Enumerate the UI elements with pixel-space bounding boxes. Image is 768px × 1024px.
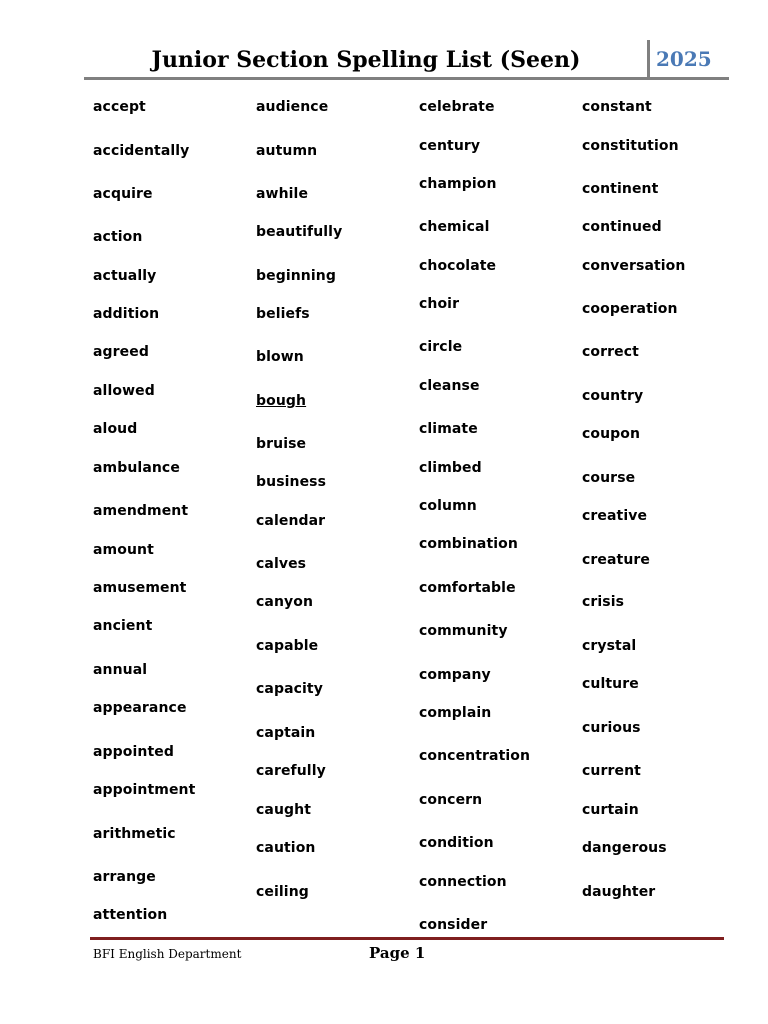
spelling-word: culture [582,676,639,692]
spelling-word: aloud [93,421,138,437]
footer-rule [90,937,724,940]
spelling-word: chocolate [419,258,497,274]
spelling-word: ceiling [256,884,309,900]
spelling-word: crystal [582,638,637,654]
spelling-word: annual [93,662,148,678]
spelling-word: daughter [582,884,656,900]
spelling-word: concentration [419,748,531,764]
spelling-word: carefully [256,763,326,779]
spelling-word: appearance [93,700,187,716]
spelling-word: action [93,229,143,245]
spelling-word: actually [93,268,157,284]
spelling-word: cleanse [419,378,480,394]
spelling-word: continent [582,181,659,197]
spelling-word: chemical [419,219,490,235]
spelling-word: amount [93,542,154,558]
spelling-word: correct [582,344,639,360]
spelling-word: cooperation [582,301,678,317]
spelling-word: autumn [256,143,318,159]
spelling-word: conversation [582,258,686,274]
spelling-word: concern [419,792,483,808]
spelling-word: curious [582,720,641,736]
page-title: Junior Section Spelling List (Seen) [151,47,581,73]
spelling-word: calves [256,556,307,572]
spelling-word: condition [419,835,494,851]
spelling-word: amendment [93,503,189,519]
spelling-word: choir [419,296,460,312]
spelling-word: arrange [93,869,156,885]
spelling-word: calendar [256,513,326,529]
spelling-word: comfortable [419,580,516,596]
spelling-word: business [256,474,327,490]
spelling-word: acquire [93,186,153,202]
spelling-word: accidentally [93,143,190,159]
spelling-word: accept [93,99,146,115]
header-year: 2025 [656,47,712,71]
spelling-word: current [582,763,641,779]
spelling-word: creative [582,508,648,524]
spelling-word: beginning [256,268,336,284]
spelling-word: addition [93,306,160,322]
spelling-word: bruise [256,436,307,452]
spelling-word: allowed [93,383,155,399]
spelling-word: appointment [93,782,196,798]
spelling-word: complain [419,705,492,721]
spelling-word: blown [256,349,304,365]
spelling-word: caution [256,840,316,856]
spelling-word: creature [582,552,651,568]
spelling-word: course [582,470,636,486]
footer-department: BFI English Department [93,947,242,961]
spelling-word: dangerous [582,840,667,856]
spelling-word: awhile [256,186,309,202]
spelling-word: climbed [419,460,482,476]
spelling-word: crisis [582,594,625,610]
spelling-word: agreed [93,344,149,360]
spelling-word: coupon [582,426,641,442]
spelling-word: community [419,623,508,639]
spelling-word: climate [419,421,478,437]
spelling-word: ambulance [93,460,180,476]
spelling-word: celebrate [419,99,495,115]
spelling-word: century [419,138,481,154]
spelling-word: amusement [93,580,187,596]
spelling-word: caught [256,802,311,818]
spelling-word: bough [256,393,307,409]
footer-page-number: Page 1 [369,944,426,962]
spelling-word: champion [419,176,497,192]
spelling-word: capable [256,638,319,654]
spelling-word: audience [256,99,329,115]
spelling-word: company [419,667,491,683]
spelling-word: attention [93,907,168,923]
spelling-word: beautifully [256,224,343,240]
spelling-word: appointed [93,744,174,760]
spelling-word: beliefs [256,306,310,322]
spelling-word: arithmetic [93,826,176,842]
spelling-word: constitution [582,138,679,154]
spelling-word: column [419,498,477,514]
spelling-word: ancient [93,618,153,634]
spelling-word: connection [419,874,507,890]
spelling-word: circle [419,339,463,355]
spelling-word: country [582,388,644,404]
spelling-word: continued [582,219,662,235]
spelling-word: constant [582,99,652,115]
spelling-word: consider [419,917,488,933]
spelling-word: combination [419,536,518,552]
spelling-word: captain [256,725,316,741]
spelling-word: curtain [582,802,639,818]
spelling-word: capacity [256,681,323,697]
spelling-word: canyon [256,594,314,610]
